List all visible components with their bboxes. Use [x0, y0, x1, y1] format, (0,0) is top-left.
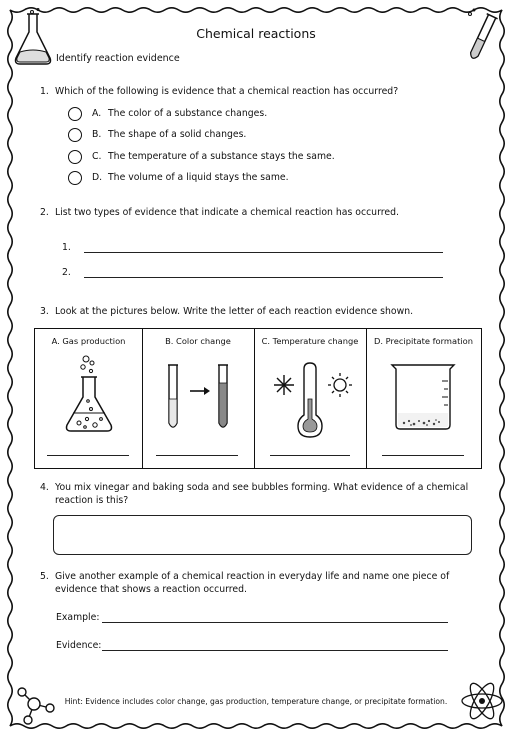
thermometer-icon — [264, 359, 356, 439]
option-text: The shape of a solid changes. — [108, 129, 247, 140]
question-text-line1: Give another example of a chemical reaction in everyday life and name one piece of — [55, 571, 450, 582]
option-letter: D. — [92, 172, 103, 183]
panel-title: A. Gas production — [51, 336, 126, 346]
radio-circle[interactable] — [68, 150, 82, 164]
option-text: The temperature of a substance stays the same. — [108, 151, 335, 162]
question-text-line2: reaction is this? — [55, 495, 129, 506]
panel-title: D. Precipitate formation — [374, 336, 473, 346]
test-tubes-icon — [156, 361, 242, 433]
option-text: The color of a substance changes. — [108, 108, 268, 119]
radio-circle[interactable] — [68, 128, 82, 142]
option-text: The volume of a liquid stays the same. — [108, 172, 289, 183]
question-text: List two types of evidence that indicate a chemical reaction has occurred. — [55, 207, 399, 218]
question-text-line2: evidence that shows a reaction occurred. — [55, 584, 247, 595]
sun-icon — [328, 373, 352, 397]
question-number: 3. — [40, 306, 49, 317]
option-letter: A. — [92, 108, 102, 119]
panel-title: B. Color change — [165, 336, 231, 346]
question-number: 2. — [40, 207, 49, 218]
question-text: Look at the pictures below. Write the letter of each reaction evidence shown. — [55, 306, 414, 317]
question-number: 4. — [40, 482, 49, 493]
radio-circle[interactable] — [68, 171, 82, 185]
answer-line-1[interactable] — [84, 252, 443, 253]
evidence-label: Evidence: — [56, 640, 102, 651]
question-text-line1: You mix vinegar and baking soda and see bubbles forming. What evidence of a chemical — [55, 482, 469, 493]
evidence-panels — [34, 328, 482, 469]
panel-answer-line[interactable] — [47, 455, 129, 456]
panel-answer-line[interactable] — [382, 455, 464, 456]
hint-text: Hint: Evidence includes color change, gas production, temperature change, or precipitate formation. — [64, 697, 448, 706]
panel-gas-production — [35, 329, 143, 468]
question-number: 5. — [40, 571, 49, 582]
page-title: Chemical reactions — [196, 26, 316, 41]
answer-line-2[interactable] — [84, 277, 443, 278]
panel-answer-line[interactable] — [156, 455, 238, 456]
answer-line-label: 2. — [62, 267, 71, 278]
flask-bubbles-icon — [59, 353, 119, 435]
example-answer-line[interactable] — [102, 622, 448, 623]
option-letter: C. — [92, 151, 102, 162]
evidence-answer-line[interactable] — [102, 650, 448, 651]
panel-temperature-change — [254, 329, 367, 468]
panel-answer-line[interactable] — [270, 455, 350, 456]
radio-circle[interactable] — [68, 107, 82, 121]
option-letter: B. — [92, 129, 102, 140]
answer-line-label: 1. — [62, 242, 71, 253]
panel-color-change — [142, 329, 255, 468]
page-subtitle: Identify reaction evidence — [56, 53, 180, 64]
beaker-precipitate-icon — [388, 361, 460, 433]
panel-precipitate-formation — [366, 329, 481, 468]
panel-title: C. Temperature change — [261, 336, 359, 346]
example-label: Example: — [56, 612, 100, 623]
question-text: Which of the following is evidence that a chemical reaction has occurred? — [55, 86, 399, 97]
question-number: 1. — [40, 86, 49, 97]
answer-box[interactable] — [53, 515, 472, 555]
snowflake-icon — [274, 375, 294, 395]
